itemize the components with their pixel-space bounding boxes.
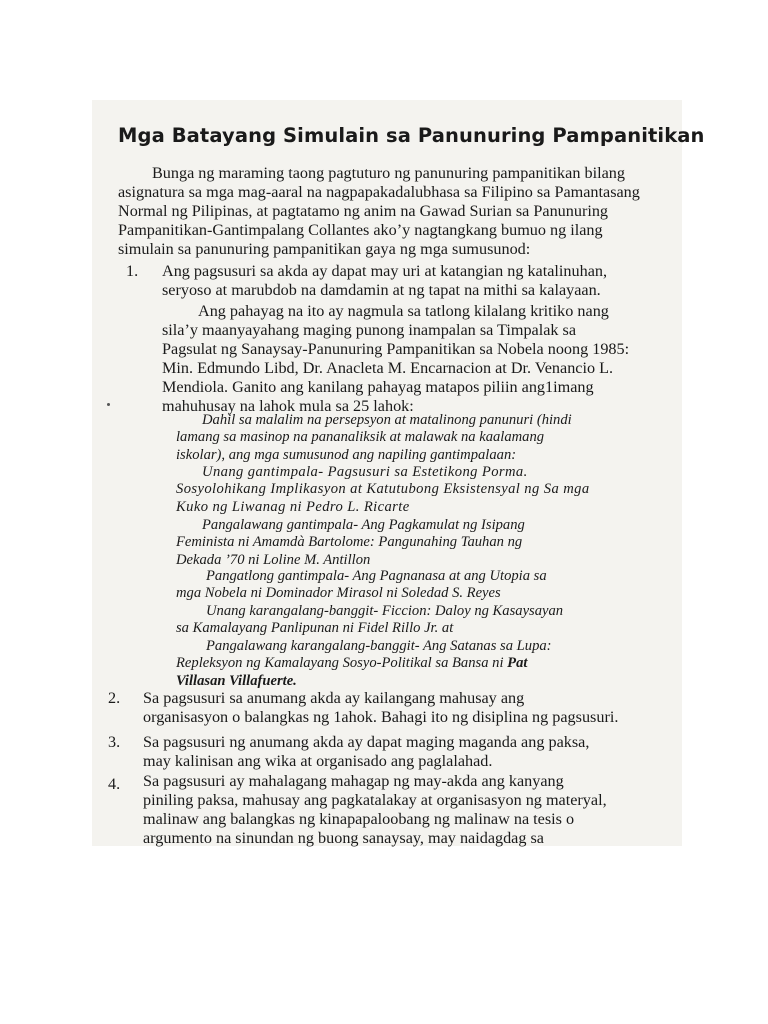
item-2-text: Sa pagsusuri sa anumang akda ay kailangang mahusay ang organisasyon o balangkas ng 1ahok. Bahagi ito ng disiplina ng pagsusuri.: [143, 689, 619, 726]
award-first-prize: Unang gantimpala- Pagsusuri sa Estetikong Porma. Sosyolohikang Implikasyon at Katutubong Eksistensyal ng Sa mga Kuko ng Liwanag ni Pedro L. Ricarte: [176, 464, 590, 515]
item-number-4: 4.: [108, 775, 121, 793]
intro-paragraph: Bunga ng maraming taong pagtuturo ng panunuring pampanitikan bilang asignatura sa mga mag-aaral na nagpapakadalubhasa sa Filipino sa Pamantasang Normal ng Pilipinas, at pagtatamo ng anim na Gawad Surian sa Panunuring Pampanitikan-Gantimpalang Collantes ako’y nagtangkang bumuo ng ilang simulain sa panunuring pampanitikan gaya ng mga sumusunod:: [118, 164, 640, 258]
award-first-honorable-mention: Unang karangalang-banggit- Ficcion: Daloy ng Kasaysayan sa Kamalayang Panlipunan ni Fidel Rillo Jr. at: [176, 603, 564, 637]
award-author-name: Pat Villasan Villafuerte.: [176, 655, 528, 689]
award-second-honorable-mention: [176, 638, 636, 690]
item-4-text: Sa pagsusuri ay mahalagang mahagap ng may-akda ang kanyang piniling paksa, mahusay ang pagkatalakay at organisasyon ng materyal, malinaw ang balangkas ng kinapapaloobang ng malinaw na tesis o argumento na sinundan ng buong sanaysay, may naidagdag sa: [143, 772, 607, 847]
scan-speck: [107, 403, 110, 406]
item-1-text: Ang pagsusuri sa akda ay dapat may uri at katangian ng katalinuhan, seryoso at marubdob na damdamin at ng tapat na mithi sa kalayaan.: [162, 262, 608, 299]
award-second-honorable-mention-text: Pangalawang karangalang-banggit- Ang Satanas sa Lupa: Repleksyon ng Kamalayang Sosyo-Politikal sa Bansa ni: [176, 638, 552, 672]
item-3-text: Sa pagsusuri ng anumang akda ay dapat maging maganda ang paksa, may kalinisan ang wika at organisado ang paglalahad.: [143, 733, 590, 770]
quote-intro: Dahil sa malalim na persepsyon at matalinong panunuri (hindi lamang sa masinop na pananaliksik at malawak na kaalamang iskolar), ang mga sumusunod ang napiling gantimpalaan:: [176, 412, 572, 463]
item-number-2: 2.: [108, 689, 121, 707]
item-1-explanation: Ang pahayag na ito ay nagmula sa tatlong kilalang kritiko nang sila’y maanyayahang maging punong inampalan sa Timpalak sa Pagsulat ng Sanaysay-Panunuring Pampanitikan sa Nobela noong 1985: Min. Edmundo Libd, Dr. Anacleta M. Encarnacion at Dr. Venancio L. Mendiola. Ganito ang kanilang pahayag matapos piliin ang1imang mahuhusay na lahok mula sa 25 lahok:: [162, 302, 630, 415]
award-second-prize: Pangalawang gantimpala- Ang Pagkamulat ng Isipang Feminista ni Amamdà Bartolome: Pangunahing Tauhan ng Dekada ’70 ni Loline M. Antillon: [176, 517, 525, 568]
item-number-1: 1.: [126, 262, 139, 280]
award-third-prize: Pangatlong gantimpala- Ang Pagnanasa at ang Utopia sa mga Nobela ni Dominador Mirasol ni Soledad S. Reyes: [176, 568, 547, 602]
item-number-3: 3.: [108, 733, 121, 751]
page-title: Mga Batayang Simulain sa Panunuring Pampanitikan: [118, 124, 705, 147]
